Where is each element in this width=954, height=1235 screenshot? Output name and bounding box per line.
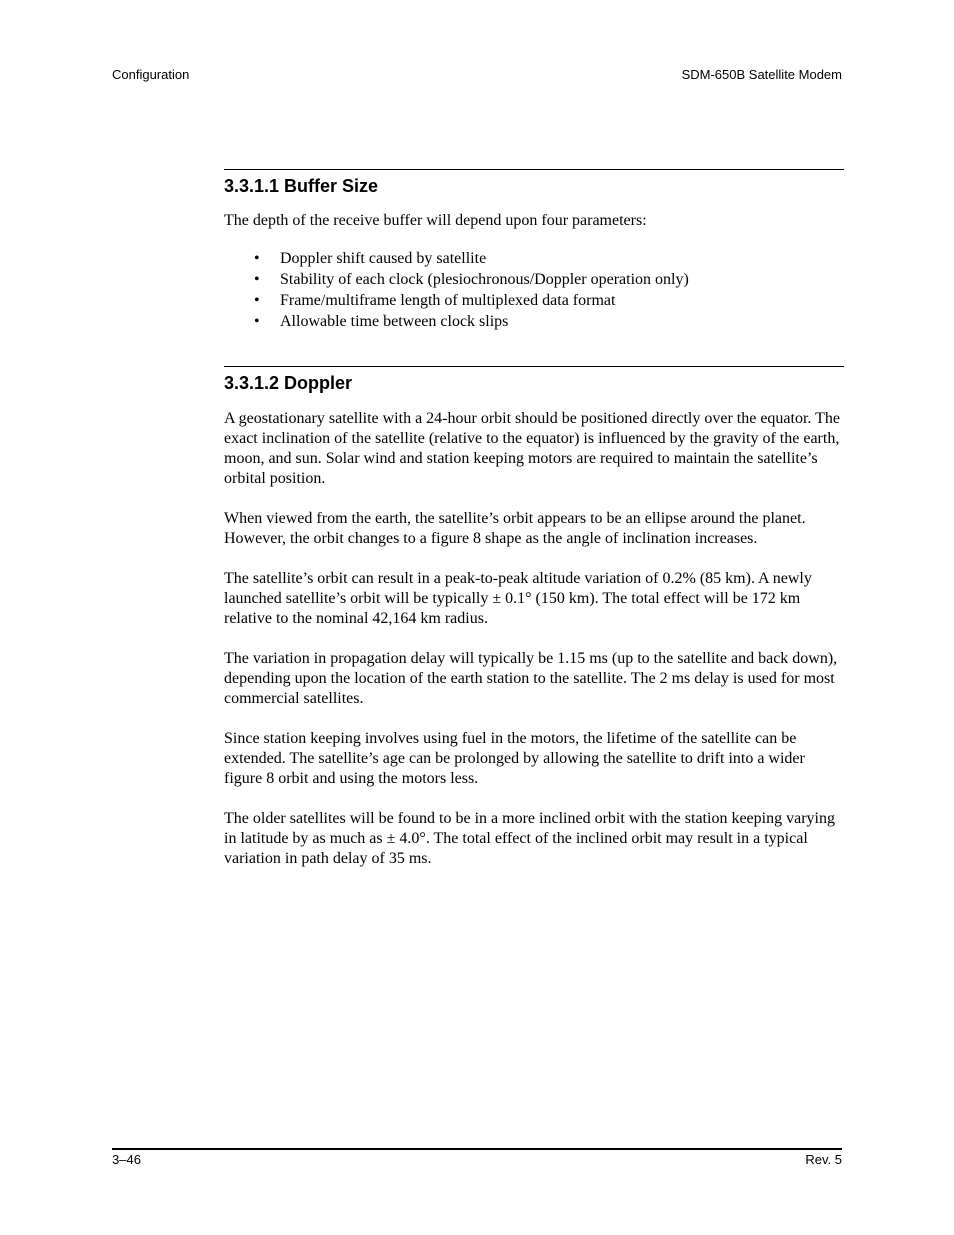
page-number: 3–46 (112, 1152, 141, 1167)
list-item: • Doppler shift caused by satellite (254, 250, 487, 267)
list-item: • Frame/multiframe length of multiplexed data format (254, 292, 616, 309)
bullet-icon: • (254, 271, 260, 288)
buffer-parameter-list (224, 248, 844, 332)
footer-rule (112, 1148, 842, 1150)
page-content (224, 169, 844, 869)
section-buffer-size (224, 169, 844, 332)
section-heading-doppler: 3.3.1.2 Doppler (224, 373, 353, 393)
section-heading-buffer-size: 3.3.1.1 Buffer Size (224, 176, 379, 196)
list-item: • Allowable time between clock slips (254, 313, 509, 330)
bullet-icon: • (254, 250, 260, 267)
bullet-icon: • (254, 313, 260, 330)
doppler-paragraph: The older satellites will be found to be in a more inclined orbit with the station keeping varying in latitude by as much as ± 4.0°. The total effect of the inclined orbit may result in a typical variation in path delay of 35 ms. (224, 810, 835, 867)
doppler-paragraph: The satellite’s orbit can result in a peak-to-peak altitude variation of 0.2% (85 km). A newly launched satellite’s orbit will be typically ± 0.1° (150 km). The total effect will be 172 km relative to the nominal 42,164 km radius. (224, 570, 812, 627)
doppler-paragraph: The variation in propagation delay will typically be 1.15 ms (up to the satellite and back down), depending upon the location of the earth station to the satellite. The 2 ms delay is used for most commercial satellites. (224, 650, 838, 707)
revision-label: Rev. 5 (805, 1152, 842, 1167)
list-item: • Stability of each clock (plesiochronous/Doppler operation only) (254, 271, 689, 288)
buffer-size-intro: The depth of the receive buffer will depend upon four parameters: (224, 212, 647, 229)
doppler-paragraph: A geostationary satellite with a 24-hour orbit should be positioned directly over the equator. The exact inclination of the satellite (relative to the equator) is influenced by the gravity of the earth, moon, and sun. Solar wind and station keeping motors are required to maintain the satellite’s orbital position. (224, 410, 841, 487)
doppler-paragraph: When viewed from the earth, the satellite’s orbit appears to be an ellipse around the planet. However, the orbit changes to a figure 8 shape as the angle of inclination increases. (224, 510, 806, 547)
section-doppler (224, 366, 844, 869)
running-header-section: Configuration (112, 67, 190, 82)
running-header-title: SDM-650B Satellite Modem (681, 67, 842, 82)
doppler-paragraph: Since station keeping involves using fuel in the motors, the lifetime of the satellite can be extended. The satellite’s age can be prolonged by allowing the satellite to drift into a wider figure 8 orbit and using the motors less. (224, 730, 805, 787)
bullet-icon: • (254, 292, 260, 309)
